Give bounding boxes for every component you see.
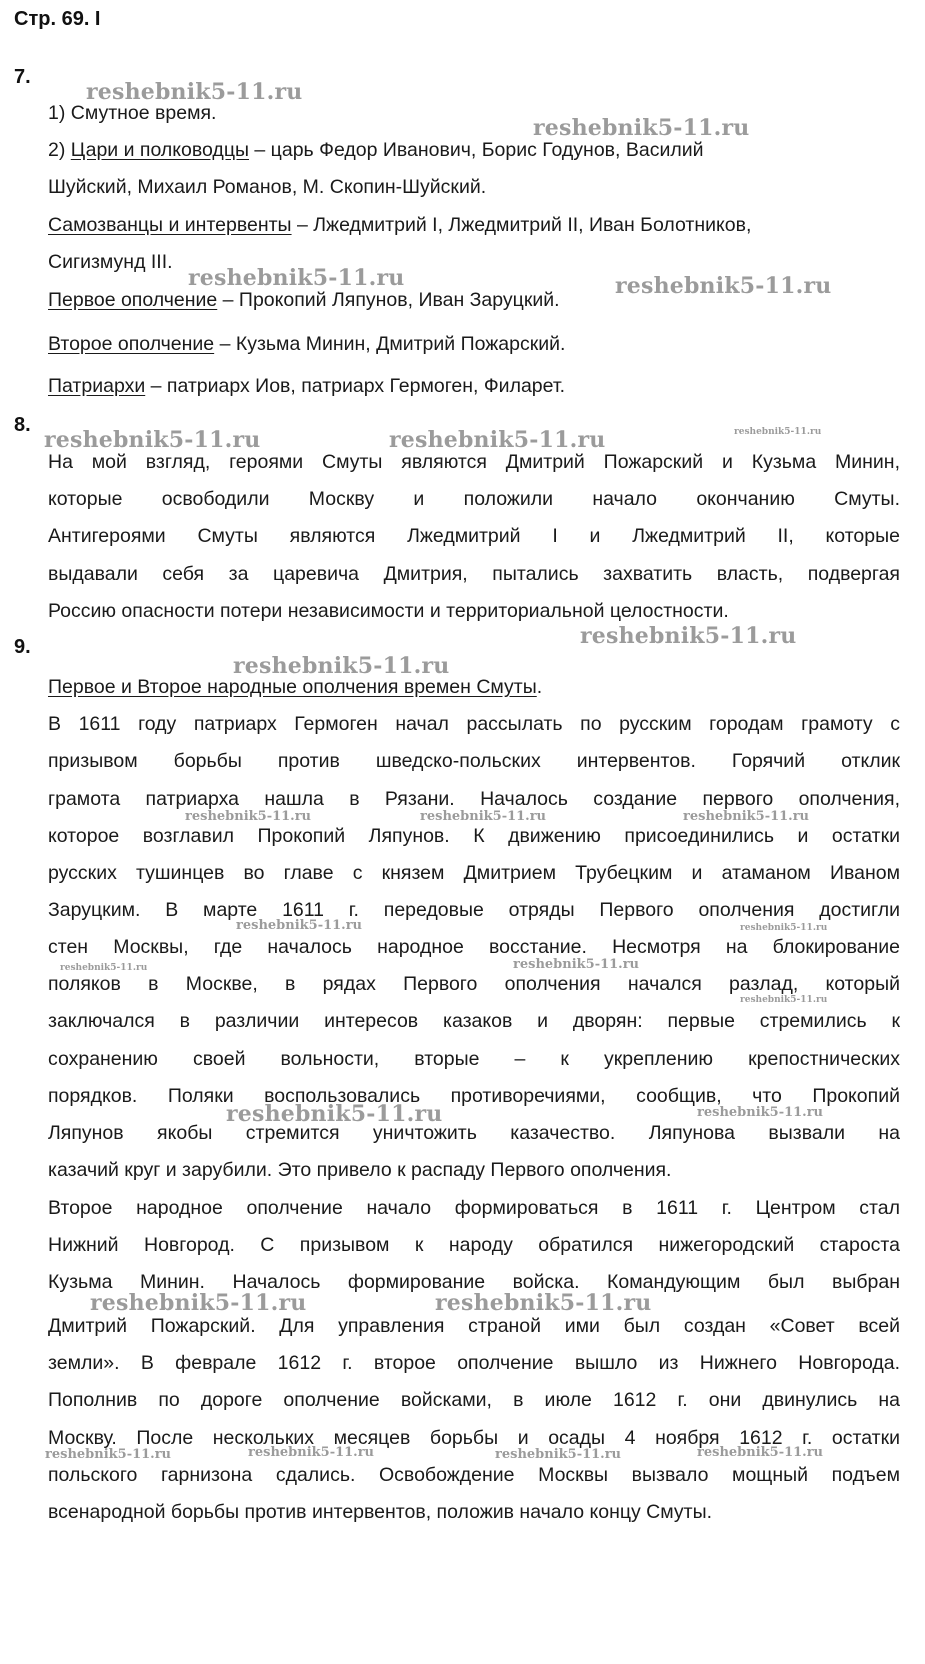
watermark: reshebnik5-11.ru	[420, 809, 547, 824]
task-9-p2-last: всенародной борьбы против интервентов, положив начало концу Смуты.	[48, 1501, 713, 1523]
watermark: reshebnik5-11.ru	[226, 1101, 443, 1127]
watermark: reshebnik5-11.ru	[697, 1445, 824, 1460]
task-9-p1-line: Заруцким. В марте 1611 г. передовые отряды Первого ополчения достигли	[48, 899, 900, 921]
watermark: reshebnik5-11.ru	[185, 809, 312, 824]
task-9-p2-line: земли». В феврале 1612 г. второе ополчение вышло из Нижнего Новгорода.	[48, 1352, 900, 1374]
title-period: .	[536, 676, 543, 698]
task-9-p2-line: Кузьма Минин. Началось формирование войска. Командующим был выбран	[48, 1271, 900, 1293]
task-9-p1-line: сохранению своей вольности, вторые – к укреплению крепостнических	[48, 1048, 900, 1070]
task-9-p1-line: грамота патриарха нашла в Рязани. Началось создание первого ополчения,	[48, 788, 900, 810]
task-9-p1-line: русских тушинцев во главе с князем Дмитрием Трубецким и атаманом Иваном	[48, 862, 900, 884]
task-8-line: На мой взгляд, героями Смуты являются Дмитрий Пожарский и Кузьма Минин,	[48, 451, 900, 473]
task-8-line-last: Россию опасности потери независимости и территориальной целостности.	[48, 600, 729, 622]
category-label: Цари и полководцы	[70, 139, 249, 161]
category-text: – Лжедмитрий I, Лжедмитрий II, Иван Болотников,	[291, 214, 752, 236]
watermark: reshebnik5-11.ru	[90, 1290, 307, 1316]
task-8-line: выдавали себя за царевича Дмитрия, пытались захватить власть, подвергая	[48, 563, 900, 585]
task-9-p1-line: В 1611 году патриарх Гермоген начал рассылать по русским городам грамоту с	[48, 713, 900, 735]
watermark: reshebnik5-11.ru	[495, 1447, 622, 1462]
category-text: – Прокопий Ляпунов, Иван Заруцкий.	[217, 289, 560, 311]
watermark: reshebnik5-11.ru	[513, 957, 640, 972]
task-9-title	[48, 674, 542, 700]
watermark: reshebnik5-11.ru	[683, 809, 810, 824]
watermark: reshebnik5-11.ru	[697, 1105, 824, 1120]
task-9-p1-line: которое возглавил Прокопий Ляпунов. К движению присоединились и остатки	[48, 825, 900, 847]
task-9-p1-last: казачий круг и зарубили. Это привело к распаду Первого ополчения.	[48, 1159, 672, 1181]
watermark: reshebnik5-11.ru	[60, 963, 148, 973]
watermark: reshebnik5-11.ru	[740, 923, 828, 933]
task-9-p2-line: Второе народное ополчение начало формироваться в 1611 г. Центром стал	[48, 1197, 900, 1219]
category-label: Второе ополчение	[48, 333, 215, 355]
task-7-line-6	[48, 287, 560, 313]
task-9-p2-line: Москву. После нескольких месяцев борьбы и осады 4 ноября 1612 г. остатки	[48, 1427, 900, 1449]
essay-title: Первое и Второе народные ополчения времен Смуты	[48, 676, 537, 698]
task-7-line-1: 1) Смутное время.	[48, 102, 217, 124]
task-9-p2-line: Нижний Новгород. С призывом к народу обратился нижегородский староста	[48, 1234, 900, 1256]
task-8-number: 8.	[14, 414, 31, 436]
task-9-p1-line: Ляпунов якобы стремится уничтожить казачество. Ляпунова вызвали на	[48, 1122, 900, 1144]
category-label: Самозванцы и интервенты	[48, 214, 292, 236]
watermark: reshebnik5-11.ru	[435, 1290, 652, 1316]
watermark: reshebnik5-11.ru	[533, 115, 750, 141]
watermark: reshebnik5-11.ru	[740, 995, 828, 1005]
watermark: reshebnik5-11.ru	[233, 653, 450, 679]
task-9-p2-line: Дмитрий Пожарский. Для управления страной ими был создан «Совет всей	[48, 1315, 900, 1337]
task-9-p1-line: порядков. Поляки воспользовались противоречиями, сообщив, что Прокопий	[48, 1085, 900, 1107]
task-9-p1-line: призывом борьбы против шведско-польских интервентов. Горячий отклик	[48, 750, 900, 772]
watermark: reshebnik5-11.ru	[248, 1445, 375, 1460]
task-9-p1-line: поляков в Москве, в рядах Первого ополчения начался разлад, который	[48, 973, 900, 995]
watermark: reshebnik5-11.ru	[236, 918, 363, 933]
task-7-line-2	[48, 137, 704, 163]
task-7-line-8	[48, 373, 565, 399]
item-prefix: 2)	[48, 139, 71, 161]
watermark: reshebnik5-11.ru	[389, 427, 606, 453]
category-label: Патриархи	[48, 375, 146, 397]
watermark: reshebnik5-11.ru	[45, 1447, 172, 1462]
page-header: Стр. 69. I	[14, 8, 101, 30]
watermark: reshebnik5-11.ru	[580, 623, 797, 649]
task-8-line: которые освободили Москву и положили начало окончанию Смуты.	[48, 488, 900, 510]
watermark: reshebnik5-11.ru	[86, 79, 303, 105]
task-7-line-7	[48, 331, 565, 357]
task-9-p2-line: Пополнив по дороге ополчение войсками, в июле 1612 г. они двинулись на	[48, 1389, 900, 1411]
watermark: reshebnik5-11.ru	[44, 427, 261, 453]
task-9-p2-line: польского гарнизона сдались. Освобождение Москвы вызвало мощный подъем	[48, 1464, 900, 1486]
watermark: reshebnik5-11.ru	[188, 265, 405, 291]
task-9-number: 9.	[14, 636, 31, 658]
task-7-number: 7.	[14, 66, 31, 88]
watermark: reshebnik5-11.ru	[615, 273, 832, 299]
category-text: – Кузьма Минин, Дмитрий Пожарский.	[214, 333, 566, 355]
task-9-p1-line: стен Москвы, где началось народное восстание. Несмотря на блокирование	[48, 936, 900, 958]
task-8-line: Антигероями Смуты являются Лжедмитрий I и Лжедмитрий II, которые	[48, 525, 900, 547]
watermark: reshebnik5-11.ru	[734, 427, 822, 437]
task-7-line-3: Шуйский, Михаил Романов, М. Скопин-Шуйский.	[48, 176, 487, 198]
task-9-p1-line: заключался в различии интересов казаков и дворян: первые стремились к	[48, 1010, 900, 1032]
category-text: – патриарх Иов, патриарх Гермоген, Филарет.	[145, 375, 566, 397]
task-7-line-4	[48, 212, 751, 238]
task-7-line-5: Сигизмунд III.	[48, 251, 173, 273]
category-label: Первое ополчение	[48, 289, 218, 311]
category-text: – царь Федор Иванович, Борис Годунов, Василий	[249, 139, 704, 161]
